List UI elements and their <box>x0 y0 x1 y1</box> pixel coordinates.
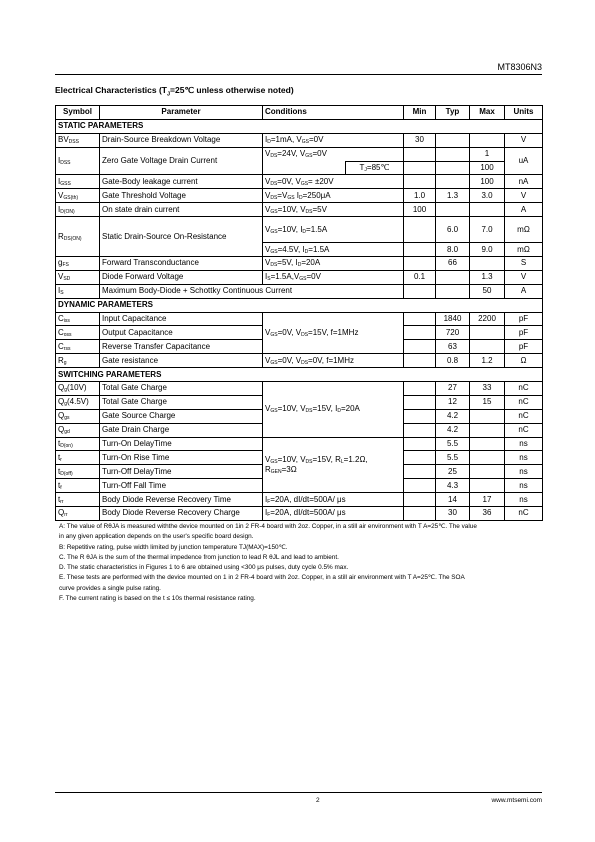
typ <box>436 133 470 147</box>
parameter: Total Gate Charge <box>100 395 263 409</box>
min: 1.0 <box>404 189 436 203</box>
min <box>404 451 436 465</box>
min <box>404 409 436 423</box>
table-row <box>56 507 543 521</box>
min <box>404 284 436 298</box>
table-row <box>56 437 543 451</box>
max <box>470 257 505 271</box>
max <box>470 409 505 423</box>
parameter: Turn-Off DelayTime <box>100 465 263 479</box>
min <box>404 147 436 161</box>
table-row <box>56 175 543 189</box>
typ: 5.5 <box>436 451 470 465</box>
symbol: $Q_g(10V)$ <box>56 382 100 396</box>
typ: 27 <box>436 382 470 396</box>
min <box>404 479 436 493</box>
parameter: On state drain current <box>100 203 263 217</box>
parameter: Forward Transconductance <box>100 257 263 271</box>
typ <box>436 161 470 175</box>
min <box>404 437 436 451</box>
max <box>470 133 505 147</box>
parameter: Gate-Body leakage current <box>100 175 263 189</box>
min <box>404 395 436 409</box>
symbol: $t_f$ <box>56 479 100 493</box>
max: 100 <box>470 175 505 189</box>
typ: 25 <box>436 465 470 479</box>
typ: 12 <box>436 395 470 409</box>
typ: 8.0 <box>436 243 470 257</box>
typ <box>436 147 470 161</box>
min <box>404 243 436 257</box>
electrical-characteristics-table <box>55 105 543 521</box>
parameter: Gate Threshold Voltage <box>100 189 263 203</box>
parameter: Body Diode Reverse Recovery Charge <box>100 507 263 521</box>
symbol: $C_{iss}$ <box>56 312 100 326</box>
conditions: $I_D=1mA$, $V_{GS}=0V$ <box>263 133 404 147</box>
units: nC <box>505 507 543 521</box>
typ: 1840 <box>436 312 470 326</box>
units: A <box>505 203 543 217</box>
parameter: Turn-On DelayTime <box>100 437 263 451</box>
symbol: $t_{rr}$ <box>56 493 100 507</box>
max: 100 <box>470 161 505 175</box>
table-row <box>56 354 543 368</box>
conditions <box>263 437 404 493</box>
min <box>404 493 436 507</box>
table-row <box>56 312 543 326</box>
units: mΩ <box>505 243 543 257</box>
section-switching: SWITCHING PARAMETERS <box>56 368 543 382</box>
section-row <box>56 368 543 382</box>
units: V <box>505 189 543 203</box>
units: A <box>505 284 543 298</box>
parameter: Gate Drain Charge <box>100 423 263 437</box>
min <box>404 257 436 271</box>
table-row <box>56 257 543 271</box>
parameter: Diode Forward Voltage <box>100 270 263 284</box>
units: ns <box>505 493 543 507</box>
section-dynamic: DYNAMIC PARAMETERS <box>56 298 543 312</box>
max: 1.2 <box>470 354 505 368</box>
symbol: $Q_g(4.5V)$ <box>56 395 100 409</box>
conditions: $V_{DS}=V_{GS}$ $I_D=250\mu A$ <box>263 189 404 203</box>
conditions: $V_{DS}=0V$, $V_{GS}= \pm 20V$ <box>263 175 404 189</box>
units: S <box>505 257 543 271</box>
parameter: Maximum Body-Diode + Schottky Continuous Current <box>100 284 404 298</box>
header-rule <box>55 74 542 75</box>
section-row <box>56 119 543 133</box>
units: nC <box>505 409 543 423</box>
typ: 720 <box>436 326 470 340</box>
footnote: A: The value of RθJA is measured withthe device mounted on 1in 2 FR-4 board with 2oz. Copper, in a still air environment with T A=25℃. The value <box>59 523 477 530</box>
typ <box>436 270 470 284</box>
page-number: 2 <box>316 797 320 804</box>
symbol: $t_{D(off)}$ <box>56 465 100 479</box>
table-header-row <box>56 106 543 120</box>
parameter: Gate resistance <box>100 354 263 368</box>
min <box>404 382 436 396</box>
units: nA <box>505 175 543 189</box>
units: nC <box>505 395 543 409</box>
min <box>404 354 436 368</box>
footnote: D. The static characteristics in Figures 1 to 6 are obtained using <300 μs pulses, duty cycle 0.5% max. <box>59 564 349 572</box>
section-row <box>56 298 543 312</box>
table-row <box>56 147 543 161</box>
min: 0.1 <box>404 270 436 284</box>
conditions: $V_{GS}=10V$, $V_{DS}=5V$ <box>263 203 404 217</box>
max: 2200 <box>470 312 505 326</box>
symbol: $R_{DS(ON)}$ <box>56 217 100 257</box>
max: 1.3 <box>470 270 505 284</box>
min <box>404 175 436 189</box>
max <box>470 203 505 217</box>
footnote: in any given application depends on the user's specific board design. <box>59 533 254 541</box>
parameter: Reverse Transfer Capacitance <box>100 340 263 354</box>
conditions: $V_{GS}=4.5V$, $I_D=1.5A$ <box>263 243 404 257</box>
typ <box>436 284 470 298</box>
conditions: $V_{GS}=0V$, $V_{DS}=0V$, f=1MHz <box>263 354 404 368</box>
symbol: $V_{SD}$ <box>56 270 100 284</box>
units: ns <box>505 451 543 465</box>
parameter: Total Gate Charge <box>100 382 263 396</box>
symbol: $g_{FS}$ <box>56 257 100 271</box>
symbol: $I_S$ <box>56 284 100 298</box>
conditions: $V_{DS}=24V$, $V_{GS}=0V$ <box>263 147 404 161</box>
symbol: $t_{D(on)}$ <box>56 437 100 451</box>
min <box>404 465 436 479</box>
typ: 4.2 <box>436 423 470 437</box>
temp-condition: $T_J=85℃$ <box>345 161 403 174</box>
parameter: Static Drain-Source On-Resistance <box>100 217 263 257</box>
max: 9.0 <box>470 243 505 257</box>
parameter: Drain-Source Breakdown Voltage <box>100 133 263 147</box>
max: 1 <box>470 147 505 161</box>
typ: 4.3 <box>436 479 470 493</box>
min <box>404 423 436 437</box>
min <box>404 326 436 340</box>
typ: 14 <box>436 493 470 507</box>
parameter: Input Capacitance <box>100 312 263 326</box>
conditions: $V_{GS}=10V$, $I_D=1.5A$ <box>263 217 404 243</box>
max <box>470 340 505 354</box>
typ: 66 <box>436 257 470 271</box>
part-number: MT8306N3 <box>497 62 542 72</box>
min: 100 <box>404 203 436 217</box>
parameter: Gate Source Charge <box>100 409 263 423</box>
min <box>404 161 436 175</box>
footnotes <box>59 522 544 604</box>
col-typ: Typ <box>436 106 470 120</box>
footnote: curve provides a single pulse rating. <box>59 584 161 592</box>
typ: 1.3 <box>436 189 470 203</box>
max <box>470 326 505 340</box>
symbol: $Q_{gs}$ <box>56 409 100 423</box>
table-row <box>56 284 543 298</box>
conditions: $V_{DS}=5V$, $I_D=20A$ <box>263 257 404 271</box>
min <box>404 312 436 326</box>
typ: 5.5 <box>436 437 470 451</box>
typ <box>436 203 470 217</box>
table-row <box>56 133 543 147</box>
units: nC <box>505 382 543 396</box>
switch-condition-line2: $R_{GEN}=3\Omega$ <box>265 464 297 475</box>
units: V <box>505 133 543 147</box>
units: uA <box>505 147 543 175</box>
symbol: $V_{GS(th)}$ <box>56 189 100 203</box>
conditions: $I_F=20A$, dI/dt=500A/ μs <box>263 493 404 507</box>
switch-condition-line1: $V_{GS}=10V$, $V_{DS}=15V$, $R_L=1.2\Omega$, <box>265 454 368 465</box>
footer-rule <box>55 792 542 793</box>
min <box>404 340 436 354</box>
conditions: $I_F=20A$, dI/dt=500A/ μs <box>263 507 404 521</box>
units: ns <box>505 465 543 479</box>
section-static: STATIC PARAMETERS <box>56 119 543 133</box>
symbol: $C_{rss}$ <box>56 340 100 354</box>
col-min: Min <box>404 106 436 120</box>
units: mΩ <box>505 217 543 243</box>
max: 33 <box>470 382 505 396</box>
table-row <box>56 493 543 507</box>
max <box>470 437 505 451</box>
symbol: $Q_{rr}$ <box>56 507 100 521</box>
max: 3.0 <box>470 189 505 203</box>
min <box>404 217 436 243</box>
min <box>404 507 436 521</box>
symbol: $BV_{DSS}$ <box>56 133 100 147</box>
units: Ω <box>505 354 543 368</box>
typ <box>436 175 470 189</box>
symbol: $I_{GSS}$ <box>56 175 100 189</box>
col-units: Units <box>505 106 543 120</box>
units: ns <box>505 437 543 451</box>
table-row <box>56 382 543 396</box>
units: pF <box>505 312 543 326</box>
footnote: F. The current rating is based on the t ≤ 10s thermal resistance rating. <box>59 595 256 603</box>
parameter: Body Diode Reverse Recovery Time <box>100 493 263 507</box>
table-row <box>56 270 543 284</box>
conditions: $V_{GS}=0V$, $V_{DS}=15V$, f=1MHz <box>263 312 404 354</box>
units: nC <box>505 423 543 437</box>
parameter: Turn-Off Fall Time <box>100 479 263 493</box>
conditions: $I_S=1.5A,V_{GS}=0V$ <box>263 270 404 284</box>
max <box>470 465 505 479</box>
parameter: Output Capacitance <box>100 326 263 340</box>
min: 30 <box>404 133 436 147</box>
symbol: $Q_{gd}$ <box>56 423 100 437</box>
parameter: Turn-On Rise Time <box>100 451 263 465</box>
typ: 63 <box>436 340 470 354</box>
typ: 6.0 <box>436 217 470 243</box>
conditions: $V_{GS}=10V$, $V_{DS}=15V$, $I_D=20A$ <box>263 382 404 438</box>
col-conditions: Conditions <box>263 106 404 120</box>
max: 50 <box>470 284 505 298</box>
max: 36 <box>470 507 505 521</box>
table-row <box>56 189 543 203</box>
symbol: $t_r$ <box>56 451 100 465</box>
typ: 4.2 <box>436 409 470 423</box>
typ: 0.8 <box>436 354 470 368</box>
max <box>470 479 505 493</box>
symbol: $R_g$ <box>56 354 100 368</box>
units: pF <box>505 340 543 354</box>
max: 7.0 <box>470 217 505 243</box>
symbol: $I_{D(ON)}$ <box>56 203 100 217</box>
units: pF <box>505 326 543 340</box>
footnote: C. The R θJA is the sum of the thermal impedence from junction to lead R θJL and lead to ambient. <box>59 553 339 561</box>
section-title: Electrical Characteristics ($T_J=25℃$ unless otherwise noted) <box>55 85 294 98</box>
symbol: $I_{DSS}$ <box>56 147 100 175</box>
col-parameter: Parameter <box>100 106 263 120</box>
symbol: $C_{oss}$ <box>56 326 100 340</box>
col-max: Max <box>470 106 505 120</box>
table-row <box>56 203 543 217</box>
max: 17 <box>470 493 505 507</box>
conditions-temp <box>263 161 404 175</box>
max: 15 <box>470 395 505 409</box>
col-symbol: Symbol <box>56 106 100 120</box>
units: V <box>505 270 543 284</box>
website-link[interactable]: www.mtsemi.com <box>491 797 542 804</box>
parameter: Zero Gate Voltage Drain Current <box>100 147 263 175</box>
max <box>470 423 505 437</box>
units: ns <box>505 479 543 493</box>
footnote: E. These tests are performed with the device mounted on 1 in 2 FR-4 board with 2oz. Copper, in a still air environment with T A=25℃. The SOA <box>59 574 465 582</box>
typ: 30 <box>436 507 470 521</box>
max <box>470 451 505 465</box>
table-row <box>56 217 543 243</box>
footnote: B: Repetitive rating, pulse width limited by junction temperature TJ(MAX)=150℃. <box>59 543 288 551</box>
